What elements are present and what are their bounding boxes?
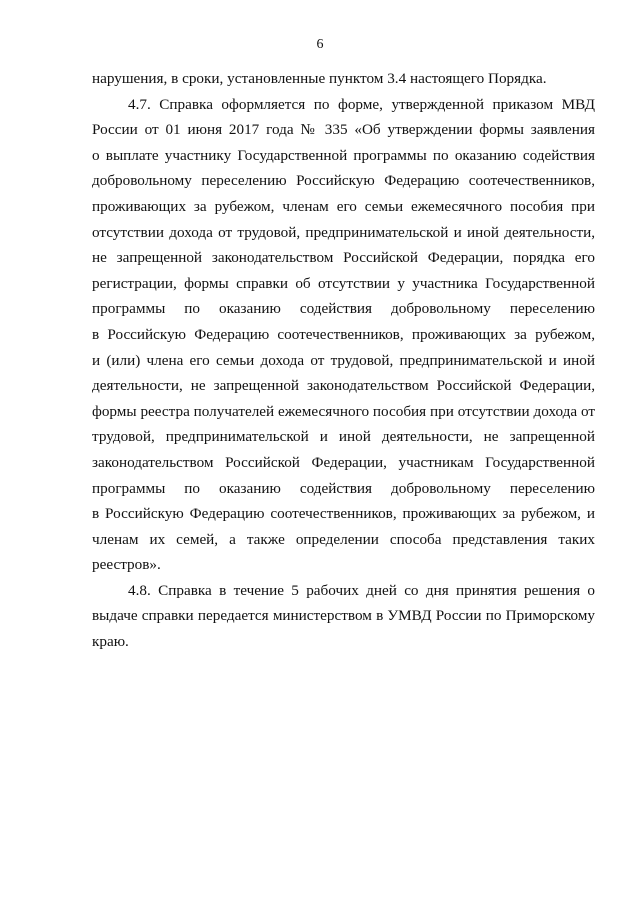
text-line: выдаче справки передается министерством в УМВД России по Приморскому — [92, 607, 595, 625]
text-line: о выплате участнику Государственной программы по оказанию содействия — [92, 146, 595, 164]
text-line: в Российскую Федерацию соотечественников, проживающих за рубежом, — [92, 325, 595, 343]
text-line: нарушения, в сроки, установленные пунктом 3.4 настоящего Порядка. — [92, 70, 547, 87]
text-line: не запрещенной законодательством Российской Федерации, порядка его — [92, 249, 595, 267]
page-number: 6 — [316, 37, 324, 52]
text-line: и (или) члена его семьи дохода от трудовой, предпринимательской и иной — [92, 351, 595, 369]
text-line: России от 01 июня 2017 года № 335 «Об утверждении формы заявления — [92, 121, 595, 139]
text-line: членам их семей, а также определении способа представления таких — [92, 530, 595, 548]
text-line: программы по оказанию содействия добровольному переселению — [92, 479, 595, 497]
text-line: реестров». — [92, 556, 161, 574]
text-line: законодательством Российской Федерации, участникам Государственной — [92, 453, 595, 471]
text-line: программы по оказанию содействия добровольному переселению — [92, 300, 595, 318]
text-line: добровольному переселению Российскую Федерацию соотечественников, — [92, 172, 595, 190]
text-line: формы реестра получателей ежемесячного пособия при отсутствии дохода от — [92, 402, 595, 420]
text-line: в Российскую Федерацию соотечественников, проживающих за рубежом, и — [92, 505, 595, 523]
text-line: отсутствии дохода от трудовой, предпринимательской и иной деятельности, — [92, 223, 595, 241]
text-line: краю. — [92, 633, 129, 651]
text-line: трудовой, предпринимательской и иной деятельности, не запрещенной — [92, 428, 595, 446]
document-body — [92, 66, 595, 655]
text-line: регистрации, формы справки об отсутствии у участника Государственной — [92, 274, 595, 292]
paragraph-4-7-first-line: 4.7. Справка оформляется по форме, утвержденной приказом МВД — [128, 95, 595, 113]
text-line: деятельности, не запрещенной законодательством Российской Федерации, — [92, 377, 595, 395]
paragraph-4-8-first-line: 4.8. Справка в течение 5 рабочих дней со дня принятия решения о — [128, 581, 595, 599]
text-line: проживающих за рубежом, членам его семьи ежемесячного пособия при — [92, 197, 595, 215]
